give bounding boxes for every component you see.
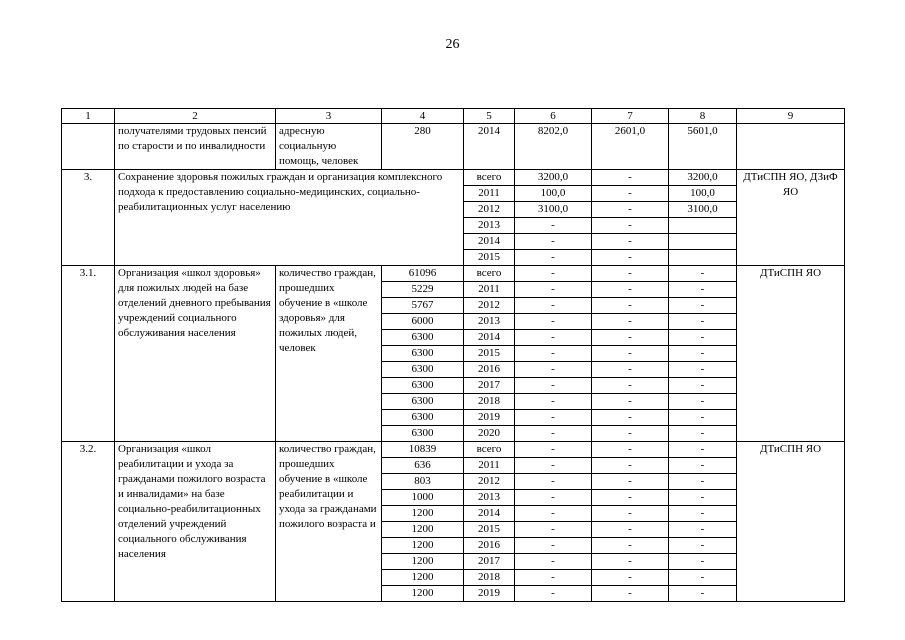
year-cell: всего — [464, 266, 515, 282]
amount-cell: - — [669, 474, 737, 490]
amount-cell: - — [592, 426, 669, 442]
year-cell: 2018 — [464, 570, 515, 586]
header-cell: 8 — [669, 109, 737, 124]
amount-cell: - — [592, 202, 669, 218]
table-row — [62, 266, 845, 282]
amount-cell — [669, 250, 737, 266]
header-cell: 1 — [62, 109, 115, 124]
year-cell: 2012 — [464, 298, 515, 314]
amount-cell: - — [592, 442, 669, 458]
year-cell: 2013 — [464, 314, 515, 330]
amount-cell: - — [669, 410, 737, 426]
table-row — [62, 124, 845, 170]
executor-cell — [737, 124, 845, 170]
amount-cell: 3200,0 — [515, 170, 592, 186]
amount-cell: - — [592, 410, 669, 426]
indicator-value-cell: 61096 — [382, 266, 464, 282]
amount-cell: - — [669, 458, 737, 474]
year-cell: всего — [464, 442, 515, 458]
year-cell: 2018 — [464, 394, 515, 410]
indicator-value-cell: 1200 — [382, 586, 464, 602]
amount-cell: - — [515, 330, 592, 346]
indicator-value-cell: 1200 — [382, 538, 464, 554]
item-number-cell: 3. — [62, 170, 115, 266]
header-cell: 3 — [276, 109, 382, 124]
amount-cell: 100,0 — [669, 186, 737, 202]
amount-cell: 3100,0 — [669, 202, 737, 218]
item-name-cell: Организация «школ реабилитации и ухода за гражданами пожилого возраста и инвалидами» на базе социально-реабилитационных отделений учреждений социального обслуживания населения — [115, 442, 276, 602]
amount-cell: - — [592, 522, 669, 538]
amount-cell: - — [669, 378, 737, 394]
amount-cell: - — [669, 522, 737, 538]
year-cell: 2019 — [464, 586, 515, 602]
item-name-cell: Организация «школ здоровья» для пожилых людей на базе отделений дневного пребывания учреждений социального обслуживания населения — [115, 266, 276, 442]
amount-cell: - — [669, 362, 737, 378]
amount-cell: - — [669, 442, 737, 458]
amount-cell: - — [515, 458, 592, 474]
amount-cell: - — [669, 426, 737, 442]
amount-cell: 3200,0 — [669, 170, 737, 186]
item-number-cell — [62, 124, 115, 170]
amount-cell: - — [669, 266, 737, 282]
indicator-cell: количество граждан, прошедших обучение в «школе здоровья» для пожилых людей, человек — [276, 266, 382, 442]
amount-cell: - — [515, 314, 592, 330]
amount-cell: - — [592, 282, 669, 298]
amount-cell: - — [515, 234, 592, 250]
amount-cell: - — [592, 490, 669, 506]
amount-cell: 5601,0 — [669, 124, 737, 170]
amount-cell: - — [515, 346, 592, 362]
amount-cell: - — [669, 298, 737, 314]
year-cell: всего — [464, 170, 515, 186]
amount-cell: - — [669, 282, 737, 298]
item-name-cell: получателями трудовых пенсий по старости и по инвалидности — [115, 124, 276, 170]
header-cell: 6 — [515, 109, 592, 124]
amount-cell: - — [592, 506, 669, 522]
item-name-cell: Сохранение здоровья пожилых граждан и организация комплексного подхода к предоставлению социально-медицинских, социально-реабилитационных услуг населению — [115, 170, 464, 266]
amount-cell: - — [592, 298, 669, 314]
year-cell: 2017 — [464, 554, 515, 570]
indicator-value-cell: 5767 — [382, 298, 464, 314]
year-cell: 2013 — [464, 490, 515, 506]
amount-cell: - — [515, 554, 592, 570]
indicator-value-cell: 6300 — [382, 330, 464, 346]
year-cell: 2014 — [464, 234, 515, 250]
executor-cell: ДТиСПН ЯО, ДЗиФ ЯО — [737, 170, 845, 266]
amount-cell: - — [592, 234, 669, 250]
header-cell: 5 — [464, 109, 515, 124]
header-cell: 2 — [115, 109, 276, 124]
amount-cell: - — [592, 218, 669, 234]
indicator-value-cell: 803 — [382, 474, 464, 490]
year-cell: 2016 — [464, 362, 515, 378]
indicator-value-cell: 6300 — [382, 410, 464, 426]
amount-cell: - — [515, 538, 592, 554]
header-cell: 7 — [592, 109, 669, 124]
indicator-value-cell: 5229 — [382, 282, 464, 298]
year-cell: 2013 — [464, 218, 515, 234]
amount-cell: - — [669, 570, 737, 586]
year-cell: 2014 — [464, 330, 515, 346]
amount-cell: - — [669, 554, 737, 570]
amount-cell: - — [515, 362, 592, 378]
amount-cell: - — [592, 570, 669, 586]
amount-cell: - — [515, 410, 592, 426]
amount-cell: - — [515, 490, 592, 506]
amount-cell: - — [515, 394, 592, 410]
amount-cell: 2601,0 — [592, 124, 669, 170]
amount-cell: - — [592, 586, 669, 602]
program-table — [61, 108, 845, 602]
item-number-cell: 3.2. — [62, 442, 115, 602]
year-cell: 2017 — [464, 378, 515, 394]
year-cell: 2019 — [464, 410, 515, 426]
indicator-value-cell: 280 — [382, 124, 464, 170]
amount-cell: - — [669, 394, 737, 410]
amount-cell: - — [515, 298, 592, 314]
amount-cell: - — [592, 266, 669, 282]
amount-cell: - — [592, 538, 669, 554]
amount-cell: - — [592, 394, 669, 410]
amount-cell: - — [592, 330, 669, 346]
amount-cell: 8202,0 — [515, 124, 592, 170]
amount-cell — [669, 218, 737, 234]
amount-cell: - — [515, 378, 592, 394]
amount-cell: - — [515, 282, 592, 298]
amount-cell: - — [669, 506, 737, 522]
amount-cell: - — [669, 330, 737, 346]
indicator-cell: адресную социальную помощь, человек — [276, 124, 382, 170]
executor-cell: ДТиСПН ЯО — [737, 266, 845, 442]
amount-cell: - — [515, 442, 592, 458]
amount-cell: - — [669, 538, 737, 554]
amount-cell: - — [669, 346, 737, 362]
indicator-value-cell: 1200 — [382, 506, 464, 522]
amount-cell: - — [592, 186, 669, 202]
year-cell: 2011 — [464, 458, 515, 474]
year-cell: 2015 — [464, 250, 515, 266]
amount-cell: - — [515, 266, 592, 282]
year-cell: 2012 — [464, 202, 515, 218]
page-number: 26 — [445, 37, 460, 52]
table-row — [62, 170, 845, 186]
amount-cell: - — [669, 490, 737, 506]
item-number-cell: 3.1. — [62, 266, 115, 442]
amount-cell: - — [515, 218, 592, 234]
indicator-value-cell: 6300 — [382, 346, 464, 362]
indicator-value-cell: 6000 — [382, 314, 464, 330]
year-cell: 2014 — [464, 124, 515, 170]
executor-cell: ДТиСПН ЯО — [737, 442, 845, 602]
amount-cell: - — [592, 250, 669, 266]
year-cell: 2016 — [464, 538, 515, 554]
amount-cell: - — [669, 314, 737, 330]
year-cell: 2015 — [464, 522, 515, 538]
amount-cell: - — [592, 458, 669, 474]
indicator-value-cell: 6300 — [382, 394, 464, 410]
amount-cell: - — [592, 346, 669, 362]
indicator-value-cell: 1200 — [382, 554, 464, 570]
amount-cell: - — [515, 586, 592, 602]
amount-cell: - — [515, 522, 592, 538]
header-row — [62, 109, 845, 124]
amount-cell: - — [592, 314, 669, 330]
amount-cell: 3100,0 — [515, 202, 592, 218]
table-row — [62, 442, 845, 458]
header-cell: 4 — [382, 109, 464, 124]
year-cell: 2015 — [464, 346, 515, 362]
amount-cell: - — [592, 170, 669, 186]
indicator-value-cell: 636 — [382, 458, 464, 474]
year-cell: 2020 — [464, 426, 515, 442]
year-cell: 2011 — [464, 282, 515, 298]
amount-cell: - — [592, 362, 669, 378]
header-cell: 9 — [737, 109, 845, 124]
amount-cell: - — [515, 250, 592, 266]
amount-cell: - — [515, 506, 592, 522]
amount-cell: 100,0 — [515, 186, 592, 202]
amount-cell — [669, 234, 737, 250]
indicator-value-cell: 6300 — [382, 426, 464, 442]
amount-cell: - — [515, 474, 592, 490]
amount-cell: - — [515, 426, 592, 442]
year-cell: 2011 — [464, 186, 515, 202]
indicator-value-cell: 1200 — [382, 522, 464, 538]
indicator-value-cell: 6300 — [382, 378, 464, 394]
indicator-cell: количество граждан, прошедших обучение в «школе реабилитации и ухода за гражданами пожилого возраста и — [276, 442, 382, 602]
year-cell: 2014 — [464, 506, 515, 522]
indicator-value-cell: 10839 — [382, 442, 464, 458]
amount-cell: - — [592, 554, 669, 570]
amount-cell: - — [515, 570, 592, 586]
amount-cell: - — [592, 474, 669, 490]
indicator-value-cell: 1200 — [382, 570, 464, 586]
indicator-value-cell: 1000 — [382, 490, 464, 506]
year-cell: 2012 — [464, 474, 515, 490]
amount-cell: - — [669, 586, 737, 602]
indicator-value-cell: 6300 — [382, 362, 464, 378]
amount-cell: - — [592, 378, 669, 394]
